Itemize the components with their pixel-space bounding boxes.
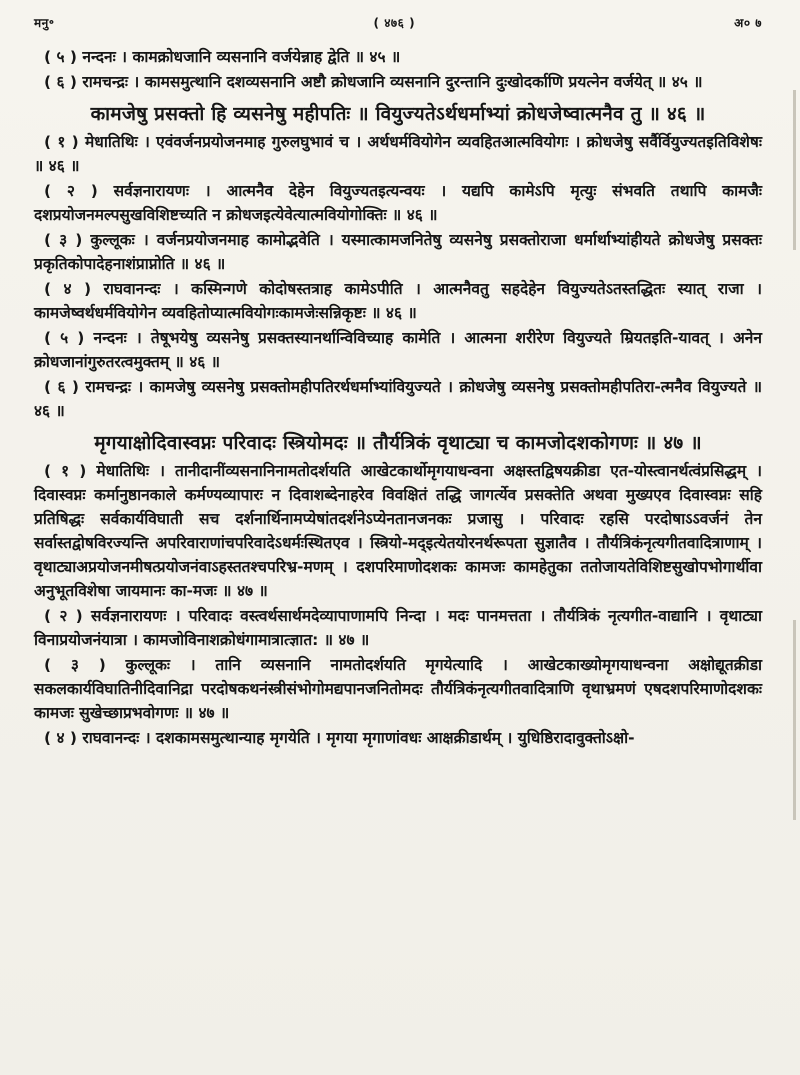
commentary-47-medhatithi: ( १ ) मेधातिथिः । तानीदानींव्यसनानिनामतोदर्शयति आखेटकार्थोमृगयाधन्वना अक्षस्तद्विषयक्रीडा एत-योस्त्वानर्थत्वंप्रसिद्धम् । दिवास्वप्नः कर्मानुष्ठानकाले कर्मण्यव्यापारः न दिवाशब्देनाहरेव विवक्षितं तद्धि जागर्त्येव प्रसक्तेति अथवा मुख्यएव दिवास्वप्नः सहि प्रतिषिद्धः सर्वकार्यविघाती सच दर्शनार्थिनामप्येषांतदर्शनेऽप्येनतानजनकः प्रजासु । परिवादः रहसि परदोषाऽऽवर्जनं तेन सर्वास्तद्वोषविरज्यन्ति अपरिवाराणांचपरिवादेऽधर्मःस्थितएव । स्त्रियो-मद्इत्येतयोरनर्थरूपता सुज्ञातैव । तौर्यत्रिकंनृत्यगीतवादित्राणाम् । वृथाट्याअप्रयोजनमीषत्प्रयोजनंवाऽहस्ततश्चपरिभ्र-मणम् । दशपरिमाणोदशकः कामजः कामहेतुका ततोजायतेविशिष्टसुखोपभोगार्थीवा अनुभूतविशेषा जायमानः का-मजः ॥ ४७ ॥ — [34, 462, 762, 600]
commentary-46-ramachandra: ( ६ ) रामचन्द्रः । कामजेषु व्यसनेषु प्रसक्तोमहीपतिरर्थधर्माभ्यांवियुज्यते । क्रोधजेषु व्यसनेषु प्रसक्तोमहीपतिरा-त्मनैव वियुज्यते ॥ ४६ ॥ — [34, 378, 762, 420]
header-right: अ० ७ — [734, 16, 762, 30]
header-left: मनु॰ — [34, 16, 55, 30]
page-edge-shadow — [793, 90, 796, 250]
commentary-46-raghavananda: ( ४ ) राघवानन्दः । कस्मिन्गणे कोदोषस्तत्राह कामेऽपीति । आत्मनैवतु सहदेहेन वियुज्यतेऽतस्तद्धितः स्यात् राजा । कामजेष्वर्थधर्मवियोगेन व्यवहितोप्यात्मवियोगःकामजेःसन्निकृष्टः ॥ ४६ ॥ — [34, 280, 762, 322]
commentary-46-medhatithi: ( १ ) मेधातिथिः । एवंवर्जनप्रयोजनमाह गुरुलघुभावं च । अर्थधर्मवियोगेन व्यवहितआत्मवियोगः । क्रोधजेषु सर्वैर्वियुज्यतइतिविशेषः ॥ ४६ ॥ — [34, 133, 762, 175]
verse-47: मृगयाक्षोदिवास्वप्नः परिवादः स्त्रियोमदः ॥ तौर्यत्रिकं वृथाट्या च कामजोदशकोगणः ॥ ४७ ॥ — [94, 432, 702, 454]
page-edge-shadow — [793, 620, 796, 820]
commentary-nandana-45: ( ५ ) नन्दनः । कामक्रोधजानि व्यसनानि वर्जयेन्नाह द्वेति ॥ ४५ ॥ — [44, 48, 401, 66]
verse-46: कामजेषु प्रसक्तो हि व्यसनेषु महीपतिः ॥ वियुज्यतेऽर्थधर्माभ्यां क्रोधजेष्वात्मनैव तु ॥ ४६ ॥ — [90, 103, 706, 125]
running-header — [34, 14, 762, 31]
commentary-46-sarvajna: ( २ ) सर्वज्ञनारायणः । आत्मनैव देहेन वियुज्यतइत्यन्वयः । यद्यपि कामेऽपि मृत्युः संभवति तथापि कामजैः दशप्रयोजनमल्पसुखविशिष्टच्यति न क्रोधजइत्येवेत्यात्मवियोगोक्तिः ॥ ४६ ॥ — [34, 182, 762, 224]
commentary-46-nandana: ( ५ ) नन्दनः । तेषूभयेषु व्यसनेषु प्रसक्तस्यानर्थान्विविच्याह कामेति । आत्मना शरीरेण वियुज्यते म्रियतइति-यावत् । अनेन क्रोधजानांगुरुतरत्वमुक्तम् ॥ ४६ ॥ — [34, 329, 762, 371]
commentary-47-sarvajna: ( २ ) सर्वज्ञनारायणः । परिवादः वस्त्वर्थसार्थमदेव्यापाणामपि निन्दा । मदः पानमत्तता । तौर्यत्रिकं नृत्यगीत-वाद्यानि । वृथाट्या विनाप्रयोजनंयात्रा । कामजोविनाशक्रोधंगामात्रात्ज्ञात: ॥ ४७ ॥ — [34, 607, 762, 649]
commentary-47-kulluka: ( ३ ) कुल्लूकः । तानि व्यसनानि नामतोदर्शयति मृगयेत्यादि । आखेटकाख्योमृगयाधन्वना अक्षोद्यूतक्रीडा सकलकार्यविघातिनीदिवानिद्रा परदोषकथनंस्त्रीसंभोगोमद्यपानजनितोमदः तौर्यत्रिकंनृत्यगीतवादित्राणि वृथाभ्रमणं एषदशपरिमाणोदशकः कामजः सुखेच्छाप्रभवोगणः ॥ ४७ ॥ — [34, 656, 762, 722]
page-number: ( ४७६ ) — [373, 16, 416, 30]
commentary-47-raghavananda: ( ४ ) राघवानन्दः । दशकामसमुत्थान्याह मृगयेति । मृगया मृगाणांवधः आक्षक्रीडार्थम् । युधिष्ठिरादावुक्तोऽक्षो- — [44, 729, 635, 747]
commentary-ramachandra-45: ( ६ ) रामचन्द्रः । कामसमुत्थानि दशव्यसनानि अष्टौ क्रोधजानि व्यसनानि दुरन्तानि दुःखोदर्काणि प्रयत्नेन वर्जयेत् ॥ ४५ ॥ — [44, 73, 703, 91]
commentary-46-kulluka: ( ३ ) कुल्लूकः । वर्जनप्रयोजनमाह कामोद्भवेति । यस्मात्कामजनितेषु व्यसनेषु प्रसक्तोराजा धर्मार्थाभ्यांहीयते क्रोधजेषु प्रसक्तः प्रकृतिकोपादेहनाशंप्राप्नोति ॥ ४६ ॥ — [34, 231, 762, 273]
